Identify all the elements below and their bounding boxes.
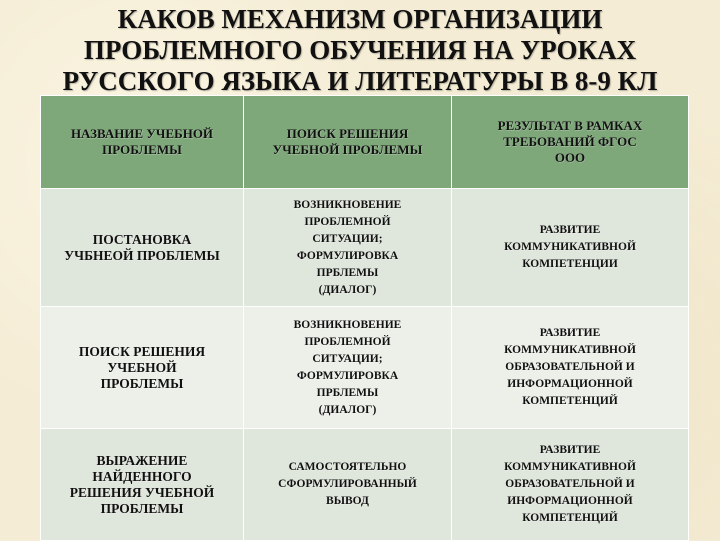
table-header-row [41,96,689,189]
mechanism-table [40,95,689,541]
slide-title-line: ПРОБЛЕМНОГО ОБУЧЕНИЯ НА УРОКАХ [83,35,637,65]
slide-title-line: КАКОВ МЕХАНИЗМ ОРГАНИЗАЦИИ [117,4,603,34]
cell-problem-name: ПОСТАНОВКА УЧБНЕОЙ ПРОБЛЕМЫ [41,189,244,307]
header-problem-name: НАЗВАНИЕ УЧЕБНОЙ ПРОБЛЕМЫ [41,96,244,189]
cell-solution-search: САМОСТОЯТЕЛЬНО СФОРМУЛИРОВАННЫЙ ВЫВОД [244,429,452,541]
cell-problem-name: ПОИСК РЕШЕНИЯ УЧЕБНОЙ ПРОБЛЕМЫ [41,307,244,429]
header-solution-search: ПОИСК РЕШЕНИЯ УЧЕБНОЙ ПРОБЛЕМЫ [244,96,452,189]
cell-solution-search: ВОЗНИКНОВЕНИЕ ПРОБЛЕМНОЙ СИТУАЦИИ; ФОРМУЛИРОВКА ПРБЛЕМЫ (ДИАЛОГ) [244,189,452,307]
slide-title [0,4,720,96]
header-fgos-result: РЕЗУЛЬТАТ В РАМКАХ ТРЕБОВАНИЙ ФГОС ООО [452,96,689,189]
cell-result: РАЗВИТИЕ КОММУНИКАТИВНОЙ ОБРАЗОВАТЕЛЬНОЙ И ИНФОРМАЦИОННОЙ КОМПЕТЕНЦИЙ [452,429,689,541]
table-row [41,307,689,429]
table-row [41,429,689,541]
cell-result: РАЗВИТИЕ КОММУНИКАТИВНОЙ КОМПЕТЕНЦИИ [452,189,689,307]
cell-result: РАЗВИТИЕ КОММУНИКАТИВНОЙ ОБРАЗОВАТЕЛЬНОЙ И ИНФОРМАЦИОННОЙ КОМПЕТЕНЦИЙ [452,307,689,429]
cell-problem-name: ВЫРАЖЕНИЕ НАЙДЕННОГО РЕШЕНИЯ УЧЕБНОЙ ПРОБЛЕМЫ [41,429,244,541]
cell-solution-search: ВОЗНИКНОВЕНИЕ ПРОБЛЕМНОЙ СИТУАЦИИ; ФОРМУЛИРОВКА ПРБЛЕМЫ (ДИАЛОГ) [244,307,452,429]
slide-title-line: РУССКОГО ЯЗЫКА И ЛИТЕРАТУРЫ В 8-9 КЛ [62,66,658,96]
table-row [41,189,689,307]
